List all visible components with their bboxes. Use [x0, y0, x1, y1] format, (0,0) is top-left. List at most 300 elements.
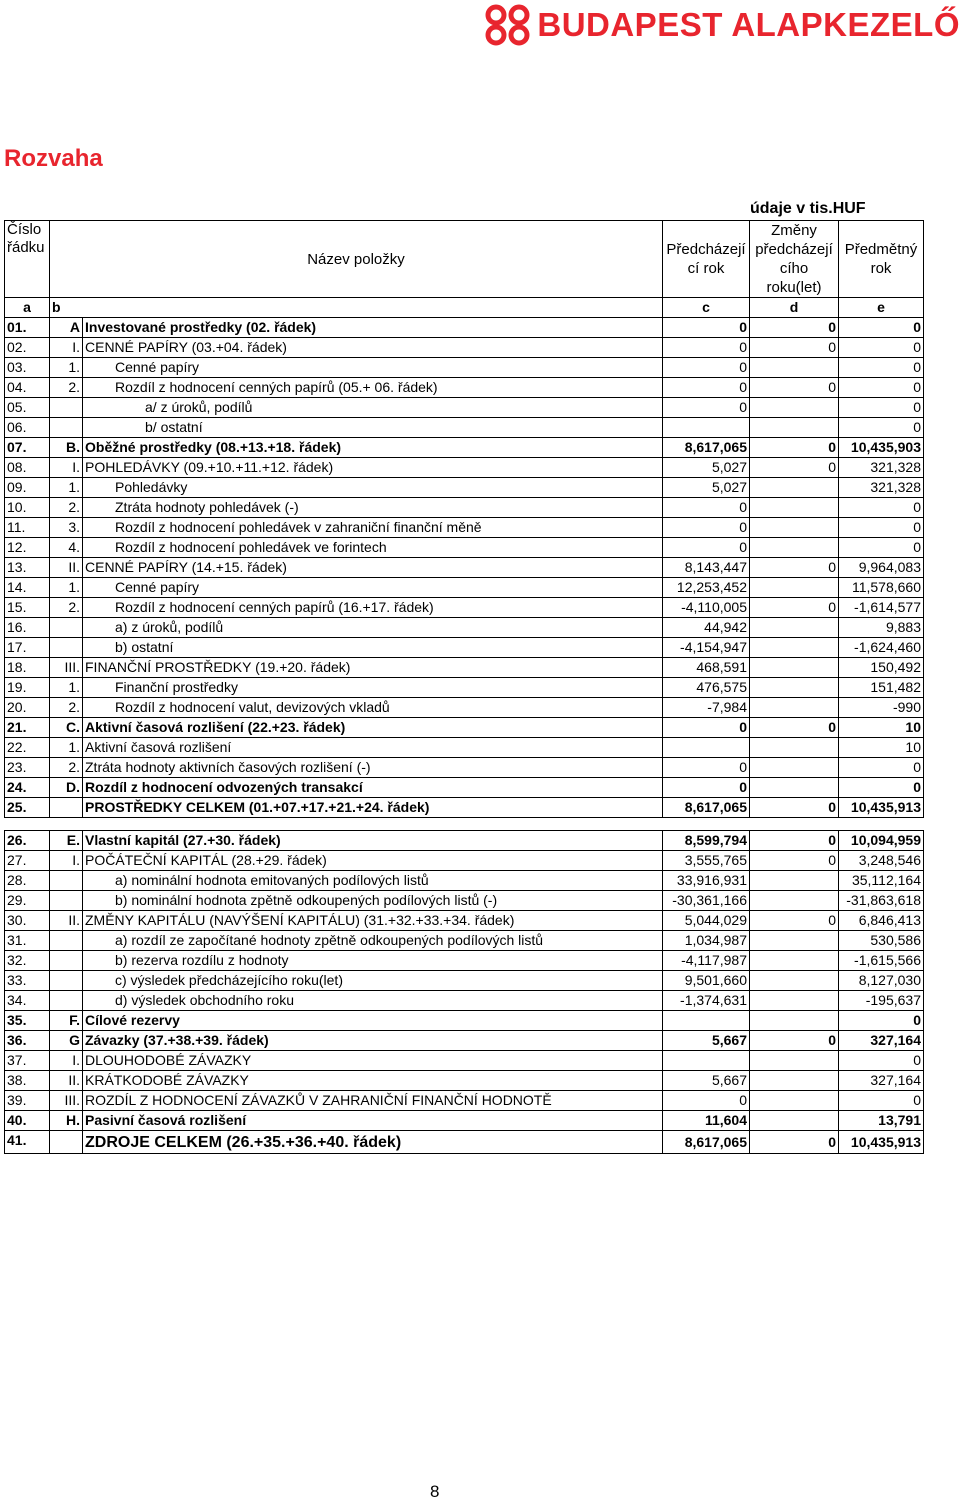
row-changes [750, 678, 839, 698]
row-section [50, 398, 83, 418]
row-current-year: 8,127,030 [839, 971, 924, 991]
row-previous-year: 8,617,065 [663, 798, 750, 818]
table-row [5, 738, 924, 758]
row-changes: 0 [750, 598, 839, 618]
row-previous-year: -7,984 [663, 698, 750, 718]
row-name: ZDROJE CELKEM (26.+35.+36.+40. řádek) [83, 1131, 663, 1154]
row-previous-year: 0 [663, 718, 750, 738]
row-previous-year: -4,117,987 [663, 951, 750, 971]
row-number: 25. [5, 798, 50, 818]
table-row [5, 478, 924, 498]
row-previous-year: 11,604 [663, 1111, 750, 1131]
letters-row [5, 298, 924, 318]
row-number: 01. [5, 318, 50, 338]
row-name: Cenné papíry [83, 358, 663, 378]
row-changes [750, 418, 839, 438]
row-number: 40. [5, 1111, 50, 1131]
row-section: 2. [50, 378, 83, 398]
row-previous-year [663, 1051, 750, 1071]
row-number: 18. [5, 658, 50, 678]
row-changes [750, 871, 839, 891]
row-current-year: 0 [839, 378, 924, 398]
row-previous-year: 8,143,447 [663, 558, 750, 578]
row-section: 3. [50, 518, 83, 538]
row-current-year: 0 [839, 418, 924, 438]
table-row [5, 1051, 924, 1071]
row-number: 26. [5, 831, 50, 851]
row-changes: 0 [750, 718, 839, 738]
row-current-year: 10,435,903 [839, 438, 924, 458]
table-row [5, 538, 924, 558]
row-section [50, 418, 83, 438]
row-changes: 0 [750, 378, 839, 398]
row-current-year: 13,791 [839, 1111, 924, 1131]
row-section: 1. [50, 478, 83, 498]
row-previous-year: 5,027 [663, 478, 750, 498]
row-previous-year: 0 [663, 338, 750, 358]
row-current-year: 0 [839, 1091, 924, 1111]
row-name: a) rozdíl ze započítané hodnoty zpětně odkoupených podílových listů [83, 931, 663, 951]
row-previous-year: 5,667 [663, 1071, 750, 1091]
row-current-year: 0 [839, 318, 924, 338]
row-section: E. [50, 831, 83, 851]
table-row [5, 951, 924, 971]
row-changes [750, 478, 839, 498]
row-changes [750, 538, 839, 558]
row-section: C. [50, 718, 83, 738]
row-section: F. [50, 1011, 83, 1031]
row-current-year: 0 [839, 498, 924, 518]
row-name: Oběžné prostředky (08.+13.+18. řádek) [83, 438, 663, 458]
row-previous-year: 0 [663, 318, 750, 338]
table-row [5, 1071, 924, 1091]
row-section [50, 991, 83, 1011]
row-changes [750, 618, 839, 638]
row-current-year: 10,435,913 [839, 798, 924, 818]
row-changes [750, 518, 839, 538]
table-row [5, 931, 924, 951]
header-changes: Změny předcházejí cího roku(let) [750, 221, 839, 298]
row-changes [750, 991, 839, 1011]
row-section: G [50, 1031, 83, 1051]
brand-name: BUDAPEST ALAPKEZELŐ [537, 6, 960, 43]
row-previous-year: 8,617,065 [663, 438, 750, 458]
row-previous-year: 44,942 [663, 618, 750, 638]
table-row [5, 438, 924, 458]
row-previous-year: 468,591 [663, 658, 750, 678]
row-number: 11. [5, 518, 50, 538]
table-row [5, 1091, 924, 1111]
row-previous-year: 5,044,029 [663, 911, 750, 931]
row-current-year: 10,435,913 [839, 1131, 924, 1154]
row-previous-year: 0 [663, 378, 750, 398]
row-changes [750, 971, 839, 991]
table-row [5, 338, 924, 358]
table-row [5, 638, 924, 658]
row-number: 28. [5, 871, 50, 891]
row-changes: 0 [750, 1031, 839, 1051]
row-changes [750, 658, 839, 678]
table-row [5, 658, 924, 678]
row-previous-year [663, 1011, 750, 1031]
row-section: III. [50, 658, 83, 678]
row-number: 04. [5, 378, 50, 398]
row-current-year: 0 [839, 1051, 924, 1071]
row-name: Rozdíl z hodnocení valut, devizových vkladů [83, 698, 663, 718]
letters-spacer [83, 298, 663, 318]
row-name: d) výsledek obchodního roku [83, 991, 663, 1011]
row-current-year: 327,164 [839, 1071, 924, 1091]
row-changes [750, 498, 839, 518]
row-changes [750, 578, 839, 598]
row-section: 4. [50, 538, 83, 558]
row-current-year: 0 [839, 758, 924, 778]
row-changes [750, 358, 839, 378]
row-section: A [50, 318, 83, 338]
row-current-year: 321,328 [839, 478, 924, 498]
row-current-year: 0 [839, 778, 924, 798]
row-name: Cílové rezervy [83, 1011, 663, 1031]
header-name: Název položky [50, 221, 663, 298]
row-name: c) výsledek předcházejícího roku(let) [83, 971, 663, 991]
table-row [5, 911, 924, 931]
row-changes: 0 [750, 798, 839, 818]
row-current-year: 9,883 [839, 618, 924, 638]
row-number: 37. [5, 1051, 50, 1071]
row-name: a) z úroků, podílů [83, 618, 663, 638]
row-changes [750, 951, 839, 971]
row-previous-year: -4,154,947 [663, 638, 750, 658]
row-section [50, 798, 83, 818]
page-title: Rozvaha [4, 145, 103, 172]
row-current-year: -1,615,566 [839, 951, 924, 971]
row-changes [750, 891, 839, 911]
row-current-year: -195,637 [839, 991, 924, 1011]
row-current-year: 6,846,413 [839, 911, 924, 931]
table-row [5, 578, 924, 598]
row-name: Rozdíl z hodnocení pohledávek ve forintech [83, 538, 663, 558]
row-current-year: 10 [839, 718, 924, 738]
header-previous-year: Předcházejí cí rok [663, 221, 750, 298]
table-row [5, 518, 924, 538]
row-previous-year: 0 [663, 778, 750, 798]
row-number: 21. [5, 718, 50, 738]
row-previous-year: 1,034,987 [663, 931, 750, 951]
row-current-year: 9,964,083 [839, 558, 924, 578]
row-previous-year: -30,361,166 [663, 891, 750, 911]
row-name: CENNÉ PAPÍRY (03.+04. řádek) [83, 338, 663, 358]
row-section: I. [50, 1051, 83, 1071]
row-current-year: -1,624,460 [839, 638, 924, 658]
row-previous-year: 8,599,794 [663, 831, 750, 851]
row-previous-year: 0 [663, 518, 750, 538]
row-changes: 0 [750, 911, 839, 931]
row-number: 03. [5, 358, 50, 378]
row-name: b) ostatní [83, 638, 663, 658]
row-previous-year: 33,916,931 [663, 871, 750, 891]
table-row [5, 971, 924, 991]
row-number: 34. [5, 991, 50, 1011]
row-previous-year: -1,374,631 [663, 991, 750, 1011]
table-row [5, 1011, 924, 1031]
row-previous-year: 12,253,452 [663, 578, 750, 598]
row-number: 30. [5, 911, 50, 931]
row-section: 1. [50, 738, 83, 758]
units-label: údaje v tis.HUF [750, 200, 866, 217]
row-number: 36. [5, 1031, 50, 1051]
table-row [5, 991, 924, 1011]
row-name: POHLEDÁVKY (09.+10.+11.+12. řádek) [83, 458, 663, 478]
row-previous-year: 476,575 [663, 678, 750, 698]
row-section: 2. [50, 598, 83, 618]
row-name: Cenné papíry [83, 578, 663, 598]
table-row [5, 458, 924, 478]
row-name: b/ ostatní [83, 418, 663, 438]
row-section: I. [50, 338, 83, 358]
row-previous-year: 0 [663, 1091, 750, 1111]
row-number: 15. [5, 598, 50, 618]
row-name: Vlastní kapitál (27.+30. řádek) [83, 831, 663, 851]
row-name: Pasivní časová rozlišení [83, 1111, 663, 1131]
row-current-year: -990 [839, 698, 924, 718]
row-current-year: 151,482 [839, 678, 924, 698]
row-current-year: 35,112,164 [839, 871, 924, 891]
table-row [5, 698, 924, 718]
row-number: 23. [5, 758, 50, 778]
letter-a: a [5, 298, 50, 318]
table-row [5, 798, 924, 818]
row-current-year: 10 [839, 738, 924, 758]
row-name: Pohledávky [83, 478, 663, 498]
row-current-year: 0 [839, 398, 924, 418]
row-changes [750, 1071, 839, 1091]
row-current-year: 327,164 [839, 1031, 924, 1051]
row-changes: 0 [750, 458, 839, 478]
row-number: 17. [5, 638, 50, 658]
row-current-year: 150,492 [839, 658, 924, 678]
row-number: 10. [5, 498, 50, 518]
row-number: 02. [5, 338, 50, 358]
row-name: b) nominální hodnota zpětně odkoupených podílových listů (-) [83, 891, 663, 911]
table-row [5, 778, 924, 798]
row-changes: 0 [750, 438, 839, 458]
row-changes: 0 [750, 318, 839, 338]
row-number: 09. [5, 478, 50, 498]
row-name: KRÁTKODOBÉ ZÁVAZKY [83, 1071, 663, 1091]
row-previous-year: 5,667 [663, 1031, 750, 1051]
brand-mark-icon [485, 4, 531, 46]
row-previous-year: 9,501,660 [663, 971, 750, 991]
row-current-year: 0 [839, 518, 924, 538]
header-row-number: Číslo řádku [5, 221, 50, 298]
row-number: 27. [5, 851, 50, 871]
row-section: 1. [50, 678, 83, 698]
row-changes [750, 1011, 839, 1031]
page-number: 8 [430, 1482, 440, 1501]
header-row [5, 221, 924, 298]
balance-sheet-table [4, 220, 924, 1154]
row-section: B. [50, 438, 83, 458]
row-previous-year: 5,027 [663, 458, 750, 478]
row-name: DLOUHODOBÉ ZÁVAZKY [83, 1051, 663, 1071]
row-changes [750, 778, 839, 798]
row-number: 38. [5, 1071, 50, 1091]
row-section [50, 618, 83, 638]
row-name: CENNÉ PAPÍRY (14.+15. řádek) [83, 558, 663, 578]
row-changes [750, 638, 839, 658]
row-section [50, 1131, 83, 1154]
row-section: 2. [50, 698, 83, 718]
row-changes [750, 931, 839, 951]
row-current-year: -1,614,577 [839, 598, 924, 618]
row-name: a/ z úroků, podílů [83, 398, 663, 418]
row-name: Finanční prostředky [83, 678, 663, 698]
row-number: 29. [5, 891, 50, 911]
row-number: 06. [5, 418, 50, 438]
row-number: 14. [5, 578, 50, 598]
row-previous-year: 0 [663, 498, 750, 518]
table-row [5, 1031, 924, 1051]
row-section: III. [50, 1091, 83, 1111]
row-current-year: 3,248,546 [839, 851, 924, 871]
row-changes: 0 [750, 558, 839, 578]
table-row [5, 871, 924, 891]
row-current-year: 10,094,959 [839, 831, 924, 851]
row-number: 31. [5, 931, 50, 951]
row-previous-year: 0 [663, 758, 750, 778]
row-number: 22. [5, 738, 50, 758]
table-row [5, 398, 924, 418]
table-row [5, 618, 924, 638]
row-name: ROZDÍL Z HODNOCENÍ ZÁVAZKŮ V ZAHRANIČNÍ FINANČNÍ HODNOTĚ [83, 1091, 663, 1111]
row-name: Ztráta hodnoty aktivních časových rozlišení (-) [83, 758, 663, 778]
row-section: 2. [50, 758, 83, 778]
row-current-year: 321,328 [839, 458, 924, 478]
header-current-year: Předmětný rok [839, 221, 924, 298]
row-changes: 0 [750, 1131, 839, 1154]
row-name: Ztráta hodnoty pohledávek (-) [83, 498, 663, 518]
section-gap [5, 818, 924, 831]
table-row [5, 851, 924, 871]
row-changes: 0 [750, 831, 839, 851]
row-previous-year [663, 418, 750, 438]
row-section: II. [50, 1071, 83, 1091]
row-section [50, 891, 83, 911]
table-row [5, 558, 924, 578]
brand-logo [485, 4, 960, 46]
letter-b: b [50, 298, 83, 318]
table-row [5, 498, 924, 518]
row-number: 16. [5, 618, 50, 638]
row-changes [750, 1111, 839, 1131]
row-section: 1. [50, 578, 83, 598]
row-name: FINANČNÍ PROSTŘEDKY (19.+20. řádek) [83, 658, 663, 678]
row-name: Aktivní časová rozlišení [83, 738, 663, 758]
row-changes [750, 1091, 839, 1111]
row-previous-year: 0 [663, 398, 750, 418]
row-section: I. [50, 851, 83, 871]
row-current-year: 0 [839, 538, 924, 558]
row-section [50, 951, 83, 971]
row-current-year: 11,578,660 [839, 578, 924, 598]
table-row [5, 358, 924, 378]
row-number: 05. [5, 398, 50, 418]
row-number: 20. [5, 698, 50, 718]
row-number: 07. [5, 438, 50, 458]
row-previous-year: 8,617,065 [663, 1131, 750, 1154]
row-section: I. [50, 458, 83, 478]
row-previous-year: 0 [663, 358, 750, 378]
letter-d: d [750, 298, 839, 318]
row-changes [750, 398, 839, 418]
table-row [5, 891, 924, 911]
row-number: 39. [5, 1091, 50, 1111]
row-name: Rozdíl z hodnocení odvozených transakcí [83, 778, 663, 798]
table-row [5, 831, 924, 851]
row-name: Investované prostředky (02. řádek) [83, 318, 663, 338]
row-previous-year: 3,555,765 [663, 851, 750, 871]
table-row [5, 598, 924, 618]
row-previous-year [663, 738, 750, 758]
row-number: 24. [5, 778, 50, 798]
row-number: 35. [5, 1011, 50, 1031]
row-current-year: 530,586 [839, 931, 924, 951]
row-name: Závazky (37.+38.+39. řádek) [83, 1031, 663, 1051]
row-section [50, 931, 83, 951]
row-section: II. [50, 911, 83, 931]
table-row [5, 378, 924, 398]
row-changes [750, 738, 839, 758]
row-name: a) nominální hodnota emitovaných podílových listů [83, 871, 663, 891]
row-current-year: 0 [839, 1011, 924, 1031]
row-section: 1. [50, 358, 83, 378]
row-current-year: 0 [839, 358, 924, 378]
row-section: H. [50, 1111, 83, 1131]
row-number: 08. [5, 458, 50, 478]
table-row [5, 318, 924, 338]
section-gap-cell [5, 818, 924, 831]
row-name: ZMĚNY KAPITÁLU (NAVÝŠENÍ KAPITÁLU) (31.+32.+33.+34. řádek) [83, 911, 663, 931]
table-row [5, 1111, 924, 1131]
row-changes: 0 [750, 338, 839, 358]
row-changes: 0 [750, 851, 839, 871]
row-name: Aktivní časová rozlišení (22.+23. řádek) [83, 718, 663, 738]
table-row [5, 1131, 924, 1154]
row-name: Rozdíl z hodnocení cenných papírů (16.+17. řádek) [83, 598, 663, 618]
row-section [50, 971, 83, 991]
row-number: 19. [5, 678, 50, 698]
row-name: POČÁTEČNÍ KAPITÁL (28.+29. řádek) [83, 851, 663, 871]
row-name: Rozdíl z hodnocení pohledávek v zahraniční finanční měně [83, 518, 663, 538]
row-changes [750, 758, 839, 778]
table-row [5, 758, 924, 778]
row-number: 33. [5, 971, 50, 991]
table-row [5, 718, 924, 738]
row-name: PROSTŘEDKY CELKEM (01.+07.+17.+21.+24. řádek) [83, 798, 663, 818]
table-row [5, 678, 924, 698]
row-section [50, 871, 83, 891]
row-name: b) rezerva rozdílu z hodnoty [83, 951, 663, 971]
row-number: 32. [5, 951, 50, 971]
row-number: 12. [5, 538, 50, 558]
table-row [5, 418, 924, 438]
row-changes [750, 1051, 839, 1071]
row-changes [750, 698, 839, 718]
row-number: 41. [5, 1131, 50, 1154]
row-name: Rozdíl z hodnocení cenných papírů (05.+ 06. řádek) [83, 378, 663, 398]
row-section: 2. [50, 498, 83, 518]
row-current-year: 0 [839, 338, 924, 358]
